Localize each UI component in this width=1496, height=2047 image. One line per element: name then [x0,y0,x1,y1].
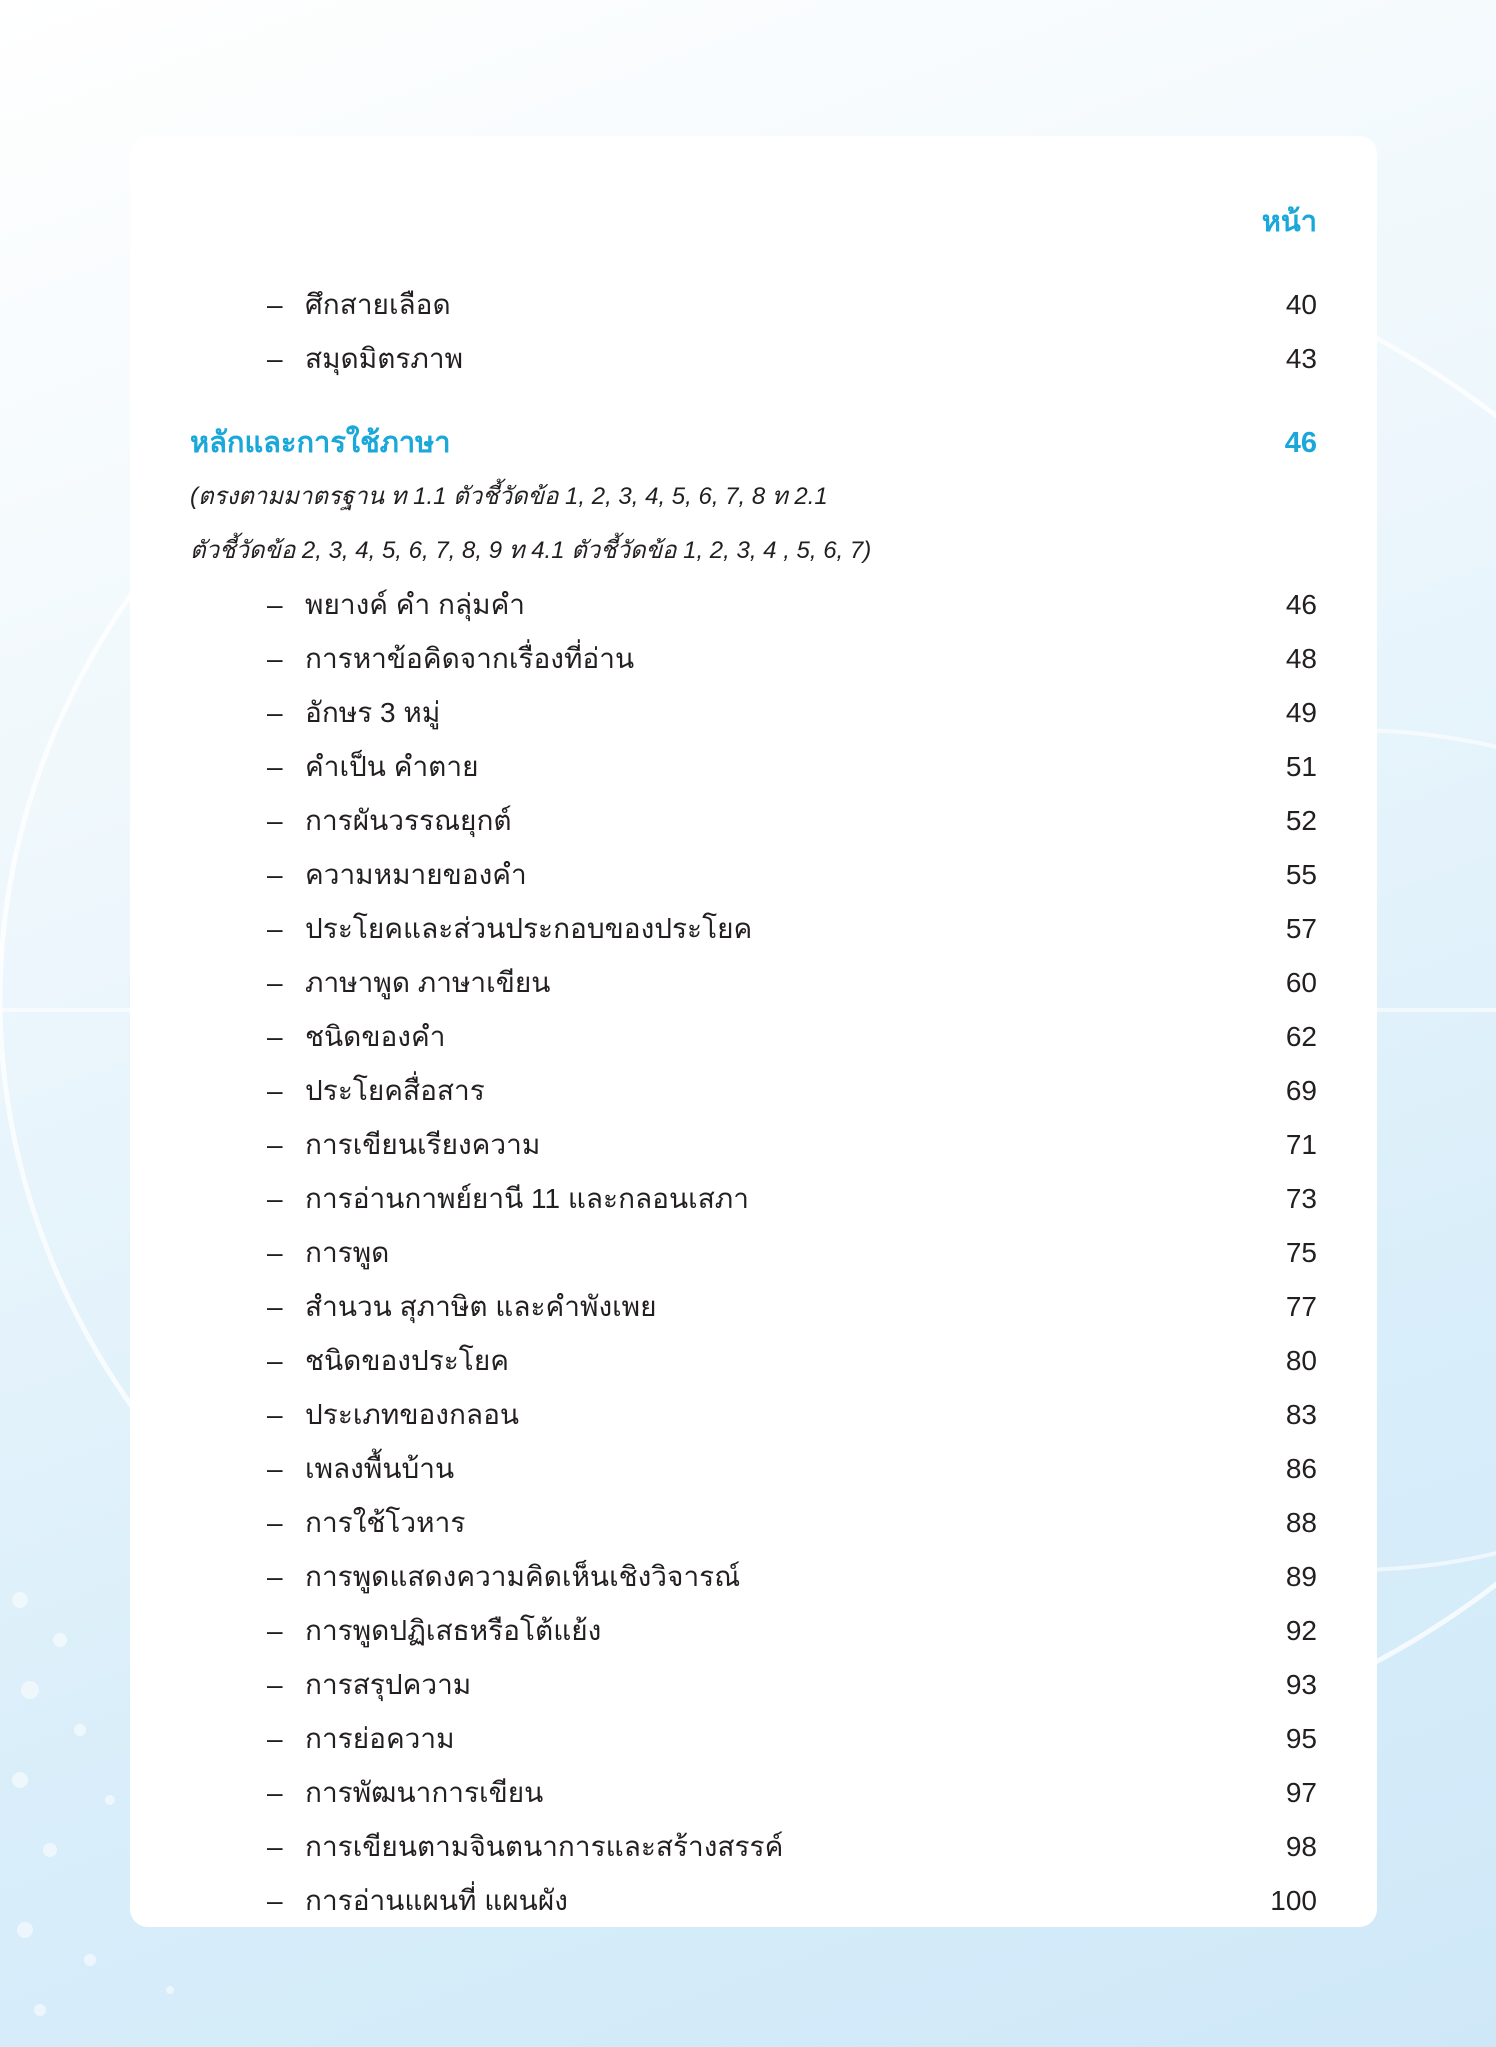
toc-item-page: 71 [1285,1129,1317,1160]
bullet-dash: – [267,1723,283,1754]
toc-item-label: ศึกสายเลือด [305,289,451,320]
toc-row [130,1604,1377,1658]
bullet-dash: – [267,859,283,890]
bullet-dash: – [267,967,283,998]
bullet-dash: – [267,1183,283,1214]
bullet-dash: – [267,1237,283,1268]
section-page: 46 [1284,427,1317,459]
toc-row [130,686,1377,740]
bullet-dash: – [267,805,283,836]
toc-item-page: 40 [1285,289,1317,320]
bullet-dash: – [267,643,283,674]
toc-item-label: การเขียนตามจินตนาการและสร้างสรรค์ [305,1831,784,1862]
toc-item-label: เพลงพื้นบ้าน [305,1453,455,1484]
section-title: หลักและการใช้ภาษา [190,427,451,459]
toc-item-label: คำเป็น คำตาย [305,751,479,782]
bullet-dash: – [267,289,283,320]
toc-row [130,1442,1377,1496]
toc-item-label: พยางค์ คำ กลุ่มคำ [305,589,526,620]
toc-row [130,794,1377,848]
toc-item-label: การพูดปฏิเสธหรือโต้แย้ง [305,1615,602,1646]
toc-item-page: 100 [1270,1885,1317,1916]
toc-item-label: ชนิดของประโยค [305,1345,509,1376]
toc-item-label: สมุดมิตรภาพ [305,343,464,374]
bullet-dash: – [267,913,283,944]
toc-item-page: 51 [1285,751,1317,782]
toc-row [130,278,1377,332]
toc-item-label: การย่อความ [305,1723,455,1754]
toc-item-label: การหาข้อคิดจากเรื่องที่อ่าน [305,643,635,674]
toc-row [130,848,1377,902]
toc-item-page: 49 [1285,697,1317,728]
toc-item-label: ชนิดของคำ [305,1021,446,1052]
toc-item-label: การพัฒนาการเขียน [305,1777,544,1808]
toc-item-page: 55 [1285,859,1317,890]
standards-note-line-2: ตัวชี้วัดข้อ 2, 3, 4, 5, 6, 7, 8, 9 ท 4.1 ตัวชี้วัดข้อ 1, 2, 3, 4 , 5, 6, 7) [190,537,872,564]
bullet-dash: – [267,1885,283,1916]
bullet-dash: – [267,589,283,620]
toc-item-label: อักษร 3 หมู่ [305,697,441,728]
toc-item-label: การสรุปความ [305,1669,472,1700]
toc-item-page: 92 [1285,1615,1317,1646]
toc-row [130,1712,1377,1766]
toc-card [130,136,1377,1927]
bullet-dash: – [267,1777,283,1808]
toc-item-label: การผันวรรณยุกต์ [305,805,512,836]
toc-item-page: 62 [1285,1021,1317,1052]
toc-item-page: 95 [1285,1723,1317,1754]
toc-item-label: การพูด [305,1237,390,1268]
toc-item-label: การเขียนเรียงความ [305,1129,541,1160]
bullet-dash: – [267,1021,283,1052]
toc-item-page: 98 [1285,1831,1317,1862]
toc-item-page: 80 [1285,1345,1317,1376]
toc-row [130,1334,1377,1388]
toc-row [130,956,1377,1010]
toc-item-page: 73 [1285,1183,1317,1214]
toc-item-page: 60 [1285,967,1317,998]
toc-row [130,1118,1377,1172]
bullet-dash: – [267,697,283,728]
toc-row [130,1496,1377,1550]
toc-item-label: ประโยคสื่อสาร [305,1075,485,1106]
toc-item-page: 43 [1285,343,1317,374]
toc-row [130,1658,1377,1712]
toc-row [130,740,1377,794]
bullet-dash: – [267,1399,283,1430]
toc-item-page: 97 [1285,1777,1317,1808]
toc-item-page: 88 [1285,1507,1317,1538]
bullet-dash: – [267,1129,283,1160]
toc-item-label: ภาษาพูด ภาษาเขียน [305,967,551,998]
bullet-dash: – [267,1075,283,1106]
toc-row [130,1010,1377,1064]
toc-item-page: 86 [1285,1453,1317,1484]
bullet-dash: – [267,1453,283,1484]
toc-row [130,332,1377,386]
toc-item-page: 83 [1285,1399,1317,1430]
toc-item-label: การพูดแสดงความคิดเห็นเชิงวิจารณ์ [305,1561,741,1592]
toc-item-page: 46 [1285,589,1317,620]
bullet-dash: – [267,1507,283,1538]
page-column-header: หน้า [1261,206,1317,238]
toc-row [130,1550,1377,1604]
toc-item-page: 77 [1285,1291,1317,1322]
toc-item-page: 75 [1285,1237,1317,1268]
toc-row [130,632,1377,686]
bullet-dash: – [267,1561,283,1592]
toc-row [130,1172,1377,1226]
standards-note-line-1: (ตรงตามมาตรฐาน ท 1.1 ตัวชี้วัดข้อ 1, 2, 3, 4, 5, 6, 7, 8 ท 2.1 [190,483,828,510]
toc-row [130,1388,1377,1442]
toc-item-label: ประโยคและส่วนประกอบของประโยค [305,913,753,944]
toc-row [130,1820,1377,1874]
toc-row [130,1874,1377,1928]
toc-row [130,1280,1377,1334]
toc-item-label: ความหมายของคำ [305,859,527,890]
bullet-dash: – [267,343,283,374]
toc-row [130,1226,1377,1280]
toc-item-label: สำนวน สุภาษิต และคำพังเพย [305,1291,657,1322]
toc-item-page: 93 [1285,1669,1317,1700]
toc-item-page: 57 [1285,913,1317,944]
toc-item-label: การอ่านกาพย์ยานี 11 และกลอนเสภา [305,1183,749,1214]
toc-item-page: 52 [1285,805,1317,836]
toc-row [130,902,1377,956]
toc-item-page: 48 [1285,643,1317,674]
bullet-dash: – [267,1669,283,1700]
toc-item-page: 69 [1285,1075,1317,1106]
toc-item-label: การอ่านแผนที่ แผนผัง [305,1885,568,1916]
toc-item-page: 89 [1285,1561,1317,1592]
bullet-dash: – [267,1345,283,1376]
bullet-dash: – [267,751,283,782]
bullet-dash: – [267,1831,283,1862]
toc-row [130,1766,1377,1820]
bullet-dash: – [267,1615,283,1646]
bullet-dash: – [267,1291,283,1322]
toc-row [130,578,1377,632]
toc-item-label: การใช้โวหาร [305,1507,466,1538]
toc-item-label: ประเภทของกลอน [305,1399,520,1430]
toc-row [130,1064,1377,1118]
